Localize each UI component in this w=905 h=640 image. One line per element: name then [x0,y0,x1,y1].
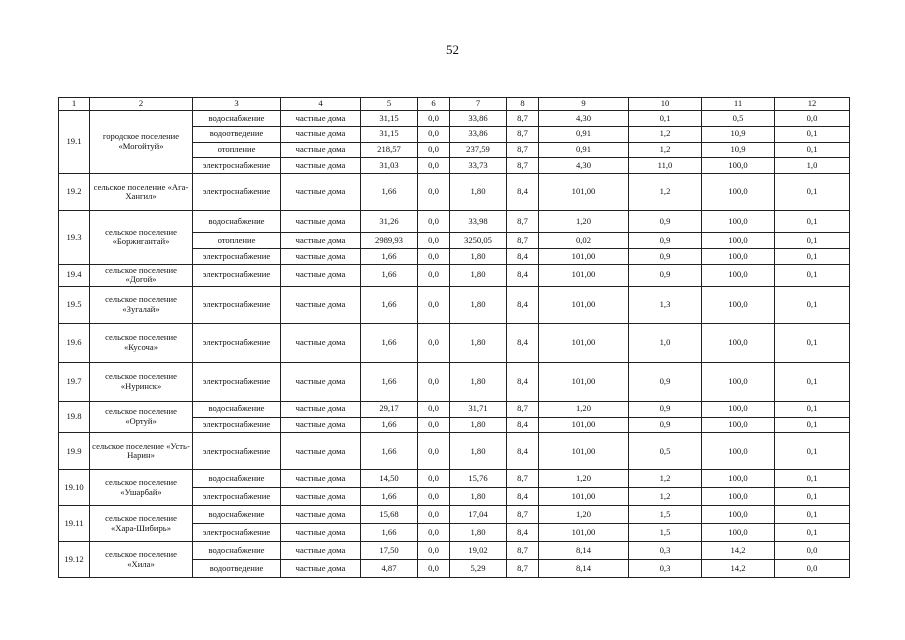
settlement-name-cell: городское поселение «Могойтуй» [90,111,193,174]
value-cell: 0,91 [539,142,629,158]
value-cell: 1,80 [450,417,507,433]
table-row [59,211,850,233]
header-cell: 7 [450,98,507,111]
settlement-name-cell: сельское поселение «Догой» [90,264,193,286]
value-cell: 10,9 [702,142,775,158]
housing-type-cell: частные дома [281,417,361,433]
value-cell: 33,86 [450,126,507,142]
header-cell: 9 [539,98,629,111]
value-cell: 1,2 [629,142,702,158]
value-cell: 8,7 [507,158,539,174]
value-cell: 1,66 [361,433,418,470]
value-cell: 1,2 [629,470,702,488]
settlement-name-cell: сельское поселение «Кусоча» [90,323,193,362]
table-row [59,264,850,286]
resource-cell: электроснабжение [193,158,281,174]
housing-type-cell: частные дома [281,248,361,264]
housing-type-cell: частные дома [281,142,361,158]
table-row [59,506,850,524]
value-cell: 1,66 [361,417,418,433]
value-cell: 11,0 [629,158,702,174]
value-cell: 17,04 [450,506,507,524]
value-cell: 101,00 [539,362,629,401]
header-cell: 1 [59,98,90,111]
value-cell: 0,1 [775,488,850,506]
value-cell: 1,66 [361,362,418,401]
row-number-cell: 19.9 [59,433,90,470]
value-cell: 8,7 [507,211,539,233]
settlement-name-cell: сельское поселение «Нуринск» [90,362,193,401]
resource-cell: электроснабжение [193,286,281,323]
resource-cell: отопление [193,233,281,249]
value-cell: 8,4 [507,362,539,401]
table-row [59,542,850,560]
value-cell: 0,1 [775,323,850,362]
table-row [59,362,850,401]
resource-cell: электроснабжение [193,323,281,362]
value-cell: 17,50 [361,542,418,560]
value-cell: 0,1 [775,433,850,470]
value-cell: 1,20 [539,506,629,524]
value-cell: 0,1 [775,506,850,524]
value-cell: 101,00 [539,488,629,506]
value-cell: 1,20 [539,211,629,233]
settlement-name-cell: сельское поселение «Ушарбай» [90,470,193,506]
table-row [59,286,850,323]
row-number-cell: 19.1 [59,111,90,174]
value-cell: 8,14 [539,542,629,560]
value-cell: 4,30 [539,111,629,127]
value-cell: 1,3 [629,286,702,323]
value-cell: 100,0 [702,470,775,488]
value-cell: 0,0 [418,542,450,560]
housing-type-cell: частные дома [281,433,361,470]
value-cell: 1,80 [450,524,507,542]
resource-cell: электроснабжение [193,488,281,506]
value-cell: 0,1 [775,417,850,433]
value-cell: 101,00 [539,174,629,211]
value-cell: 0,9 [629,211,702,233]
value-cell: 1,80 [450,264,507,286]
value-cell: 1,20 [539,470,629,488]
value-cell: 8,7 [507,401,539,417]
value-cell: 0,0 [418,126,450,142]
header-cell: 11 [702,98,775,111]
value-cell: 100,0 [702,524,775,542]
value-cell: 100,0 [702,506,775,524]
housing-type-cell: частные дома [281,286,361,323]
value-cell: 0,0 [775,111,850,127]
row-number-cell: 19.2 [59,174,90,211]
value-cell: 1,80 [450,286,507,323]
value-cell: 0,02 [539,233,629,249]
resource-cell: электроснабжение [193,362,281,401]
value-cell: 0,1 [775,174,850,211]
value-cell: 14,2 [702,542,775,560]
data-table [58,97,850,578]
housing-type-cell: частные дома [281,401,361,417]
value-cell: 0,3 [629,542,702,560]
value-cell: 8,14 [539,560,629,578]
value-cell: 8,4 [507,286,539,323]
value-cell: 1,66 [361,488,418,506]
header-cell: 5 [361,98,418,111]
value-cell: 100,0 [702,433,775,470]
value-cell: 1,80 [450,362,507,401]
resource-cell: электроснабжение [193,433,281,470]
housing-type-cell: частные дома [281,560,361,578]
value-cell: 1,66 [361,174,418,211]
value-cell: 100,0 [702,264,775,286]
value-cell: 100,0 [702,362,775,401]
value-cell: 3250,05 [450,233,507,249]
value-cell: 1,66 [361,264,418,286]
value-cell: 31,26 [361,211,418,233]
value-cell: 15,76 [450,470,507,488]
value-cell: 1,0 [629,323,702,362]
settlement-name-cell: сельское поселение «Боржигантай» [90,211,193,265]
value-cell: 0,0 [418,211,450,233]
value-cell: 0,0 [418,233,450,249]
value-cell: 0,5 [702,111,775,127]
housing-type-cell: частные дома [281,264,361,286]
value-cell: 1,2 [629,488,702,506]
value-cell: 8,4 [507,264,539,286]
value-cell: 0,0 [418,362,450,401]
value-cell: 0,0 [418,488,450,506]
value-cell: 4,87 [361,560,418,578]
value-cell: 100,0 [702,158,775,174]
value-cell: 0,1 [775,233,850,249]
value-cell: 1,66 [361,524,418,542]
value-cell: 31,15 [361,126,418,142]
value-cell: 100,0 [702,417,775,433]
value-cell: 0,9 [629,417,702,433]
value-cell: 8,7 [507,506,539,524]
resource-cell: электроснабжение [193,248,281,264]
value-cell: 1,80 [450,174,507,211]
header-row [59,98,850,111]
header-cell: 6 [418,98,450,111]
value-cell: 100,0 [702,323,775,362]
housing-type-cell: частные дома [281,323,361,362]
value-cell: 1,66 [361,323,418,362]
value-cell: 0,0 [418,286,450,323]
value-cell: 1,5 [629,524,702,542]
header-cell: 10 [629,98,702,111]
value-cell: 1,80 [450,323,507,362]
housing-type-cell: частные дома [281,126,361,142]
value-cell: 1,2 [629,126,702,142]
value-cell: 14,2 [702,560,775,578]
resource-cell: водоотведение [193,560,281,578]
value-cell: 0,1 [775,362,850,401]
value-cell: 1,0 [775,158,850,174]
value-cell: 0,0 [418,323,450,362]
housing-type-cell: частные дома [281,470,361,488]
table-row [59,323,850,362]
value-cell: 100,0 [702,211,775,233]
value-cell: 8,7 [507,470,539,488]
value-cell: 0,0 [418,248,450,264]
value-cell: 0,0 [418,111,450,127]
resource-cell: водоснабжение [193,401,281,417]
value-cell: 0,0 [775,542,850,560]
value-cell: 8,4 [507,524,539,542]
value-cell: 100,0 [702,286,775,323]
value-cell: 0,1 [775,211,850,233]
table-row [59,470,850,488]
value-cell: 8,4 [507,248,539,264]
value-cell: 0,9 [629,264,702,286]
housing-type-cell: частные дома [281,506,361,524]
value-cell: 0,0 [418,174,450,211]
table-row [59,433,850,470]
value-cell: 0,0 [418,417,450,433]
value-cell: 0,0 [418,433,450,470]
value-cell: 8,4 [507,488,539,506]
value-cell: 101,00 [539,323,629,362]
value-cell: 8,4 [507,174,539,211]
value-cell: 100,0 [702,233,775,249]
value-cell: 0,3 [629,560,702,578]
resource-cell: водоснабжение [193,211,281,233]
value-cell: 0,1 [629,111,702,127]
value-cell: 0,9 [629,401,702,417]
value-cell: 100,0 [702,248,775,264]
table-row [59,174,850,211]
value-cell: 0,1 [775,524,850,542]
value-cell: 8,4 [507,417,539,433]
value-cell: 100,0 [702,174,775,211]
value-cell: 0,0 [418,142,450,158]
resource-cell: электроснабжение [193,174,281,211]
value-cell: 8,7 [507,126,539,142]
housing-type-cell: частные дома [281,174,361,211]
value-cell: 0,0 [418,560,450,578]
value-cell: 100,0 [702,401,775,417]
row-number-cell: 19.8 [59,401,90,433]
value-cell: 1,20 [539,401,629,417]
page-number: 52 [446,42,459,57]
value-cell: 33,73 [450,158,507,174]
row-number-cell: 19.4 [59,264,90,286]
table-row [59,401,850,417]
value-cell: 101,00 [539,286,629,323]
row-number-cell: 19.5 [59,286,90,323]
value-cell: 0,0 [418,506,450,524]
value-cell: 8,7 [507,233,539,249]
row-number-cell: 19.11 [59,506,90,542]
value-cell: 100,0 [702,488,775,506]
resource-cell: водоснабжение [193,111,281,127]
value-cell: 1,5 [629,506,702,524]
value-cell: 33,86 [450,111,507,127]
value-cell: 1,80 [450,248,507,264]
resource-cell: электроснабжение [193,524,281,542]
value-cell: 0,0 [418,158,450,174]
row-number-cell: 19.7 [59,362,90,401]
value-cell: 0,1 [775,401,850,417]
value-cell: 31,15 [361,111,418,127]
housing-type-cell: частные дома [281,488,361,506]
housing-type-cell: частные дома [281,158,361,174]
header-cell: 3 [193,98,281,111]
resource-cell: водоснабжение [193,506,281,524]
housing-type-cell: частные дома [281,524,361,542]
value-cell: 1,2 [629,174,702,211]
value-cell: 0,1 [775,126,850,142]
header-cell: 12 [775,98,850,111]
value-cell: 33,98 [450,211,507,233]
settlement-name-cell: сельское поселение «Зугалай» [90,286,193,323]
value-cell: 1,80 [450,433,507,470]
value-cell: 15,68 [361,506,418,524]
value-cell: 101,00 [539,264,629,286]
table-row [59,111,850,127]
value-cell: 0,1 [775,470,850,488]
value-cell: 101,00 [539,524,629,542]
value-cell: 14,50 [361,470,418,488]
value-cell: 0,5 [629,433,702,470]
value-cell: 0,9 [629,233,702,249]
value-cell: 31,71 [450,401,507,417]
row-number-cell: 19.10 [59,470,90,506]
value-cell: 4,30 [539,158,629,174]
value-cell: 0,9 [629,248,702,264]
resource-cell: водоснабжение [193,470,281,488]
value-cell: 0,0 [775,560,850,578]
value-cell: 10,9 [702,126,775,142]
value-cell: 8,4 [507,433,539,470]
value-cell: 29,17 [361,401,418,417]
value-cell: 19,02 [450,542,507,560]
housing-type-cell: частные дома [281,111,361,127]
value-cell: 237,59 [450,142,507,158]
settlement-name-cell: сельское поселение «Ортуй» [90,401,193,433]
value-cell: 0,0 [418,524,450,542]
value-cell: 5,29 [450,560,507,578]
value-cell: 0,1 [775,286,850,323]
value-cell: 8,7 [507,560,539,578]
resource-cell: водоснабжение [193,542,281,560]
header-cell: 2 [90,98,193,111]
value-cell: 8,4 [507,323,539,362]
value-cell: 8,7 [507,111,539,127]
table-body [59,98,850,578]
value-cell: 0,91 [539,126,629,142]
value-cell: 0,1 [775,264,850,286]
settlement-name-cell: сельское поселение «Хара-Шибирь» [90,506,193,542]
value-cell: 101,00 [539,417,629,433]
row-number-cell: 19.6 [59,323,90,362]
value-cell: 2989,93 [361,233,418,249]
value-cell: 0,0 [418,401,450,417]
value-cell: 8,7 [507,142,539,158]
housing-type-cell: частные дома [281,211,361,233]
settlement-name-cell: сельское поселение «Хила» [90,542,193,578]
value-cell: 0,0 [418,470,450,488]
value-cell: 0,1 [775,248,850,264]
row-number-cell: 19.3 [59,211,90,265]
value-cell: 1,80 [450,488,507,506]
resource-cell: отопление [193,142,281,158]
housing-type-cell: частные дома [281,233,361,249]
settlement-name-cell: сельское поселение «Ага-Хангил» [90,174,193,211]
value-cell: 0,0 [418,264,450,286]
value-cell: 0,9 [629,362,702,401]
value-cell: 101,00 [539,248,629,264]
resource-cell: водоотведение [193,126,281,142]
value-cell: 31,03 [361,158,418,174]
value-cell: 0,1 [775,142,850,158]
value-cell: 101,00 [539,433,629,470]
resource-cell: электроснабжение [193,417,281,433]
row-number-cell: 19.12 [59,542,90,578]
housing-type-cell: частные дома [281,362,361,401]
value-cell: 218,57 [361,142,418,158]
settlement-name-cell: сельское поселение «Усть-Нарин» [90,433,193,470]
value-cell: 1,66 [361,248,418,264]
header-cell: 4 [281,98,361,111]
header-cell: 8 [507,98,539,111]
housing-type-cell: частные дома [281,542,361,560]
resource-cell: электроснабжение [193,264,281,286]
value-cell: 8,7 [507,542,539,560]
value-cell: 1,66 [361,286,418,323]
